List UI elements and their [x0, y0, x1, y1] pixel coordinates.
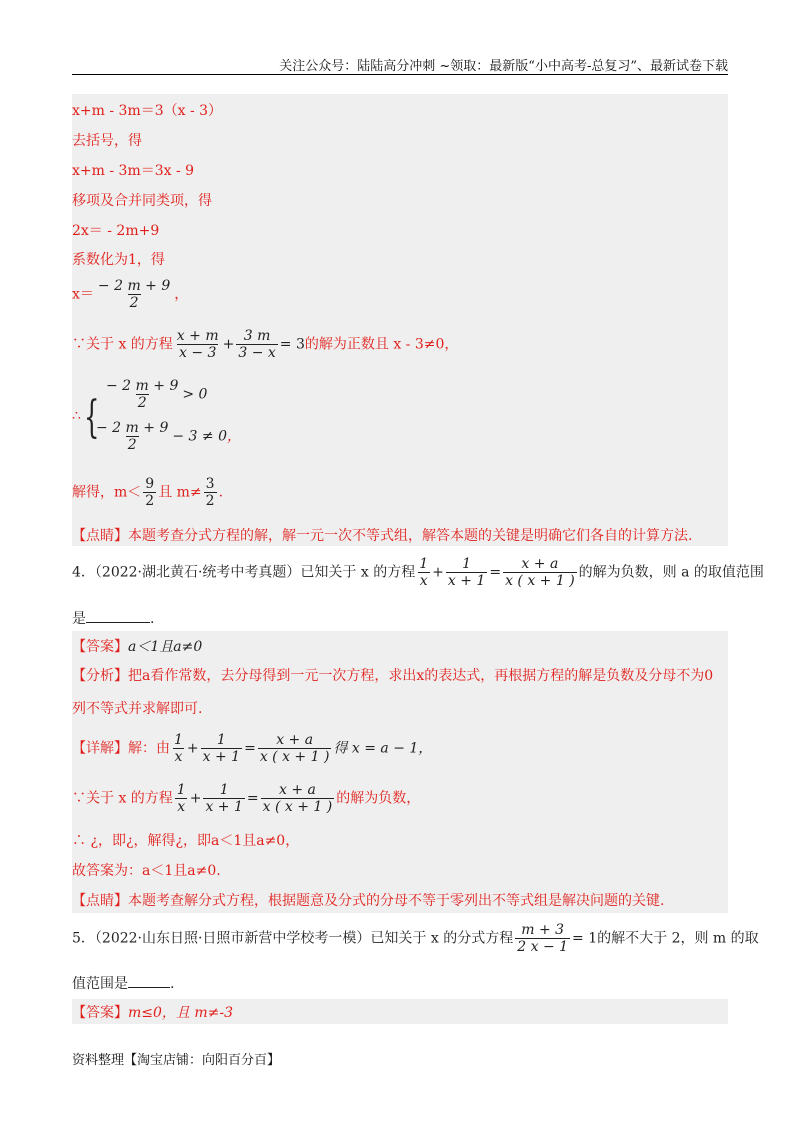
numerator: m + 3 — [521, 922, 565, 938]
text: 的解为正数且 x - 3≠0， — [304, 336, 459, 353]
denominator: 2 — [137, 395, 147, 412]
text: . — [218, 484, 224, 501]
analysis-text: 把a看作常数，去分母得到一元一次方程，求出x的表达式，再根据方程的解是负数及分母不为0 — [128, 668, 714, 684]
answer-blank[interactable] — [128, 987, 170, 988]
denominator: x + 1 — [205, 799, 243, 816]
comment-tag: 【点睛】 — [72, 893, 128, 909]
denominator: 2 — [127, 437, 137, 454]
numerator: x + a — [278, 782, 316, 798]
denominator: 2 — [129, 295, 139, 312]
denominator: x — [177, 799, 186, 816]
final-answer-line: 故答案为：a＜1且a≠0. — [72, 863, 221, 879]
brace-icon: { — [84, 392, 100, 443]
text: = 3 — [279, 336, 305, 353]
denominator: x ( x + 1 ) — [262, 799, 333, 816]
numerator: 1 — [174, 732, 183, 748]
numerator: x + m — [176, 328, 219, 344]
system-row — [92, 420, 241, 453]
fraction — [104, 378, 180, 411]
text: 且 m≠ — [158, 484, 202, 501]
denominator: x + 1 — [447, 573, 486, 590]
therefore-symbol: ∴ — [72, 408, 81, 424]
fraction — [175, 328, 221, 361]
operator: = — [244, 740, 256, 757]
solution-line-equation — [72, 328, 458, 361]
solution-line: 去括号，得 — [72, 133, 142, 149]
answer-text: m≤0，且 m≠-3 — [128, 1005, 234, 1021]
answer-tag: 【答案】 — [72, 1005, 128, 1021]
text: x＝ — [72, 286, 94, 303]
denominator: x − 3 — [178, 345, 217, 362]
answer-line — [72, 1002, 233, 1022]
comment-line — [72, 525, 692, 545]
text: 值范围是 — [72, 976, 128, 992]
numerator: 1 — [419, 556, 429, 572]
numerator: − 2 m + 9 — [97, 278, 171, 294]
text: 的解为负数， — [336, 790, 421, 807]
denominator: x — [419, 573, 428, 590]
text: ， — [174, 286, 189, 303]
comment-text: 本题考查分式方程的解，解一元一次不等式组，解答本题的关键是明确它们各自的计算方法. — [128, 528, 693, 544]
text: 的解为负数，则 a 的取值范围 — [578, 564, 764, 581]
denominator: 2 x − 1 — [517, 939, 569, 956]
denominator: x + 1 — [202, 749, 241, 766]
text: ∵关于 x 的方程 — [72, 336, 173, 353]
numerator: 3 m — [243, 328, 271, 344]
therefore-line: ∴ ¿，即¿，解得¿，即a＜1且a≠0， — [72, 833, 300, 849]
text: 解得，m＜ — [72, 484, 142, 501]
text: = 1的解不大于 2，则 m 的取 — [572, 930, 759, 947]
text: 得 x = a − 1， — [333, 740, 433, 757]
denominator: x ( x + 1 ) — [505, 573, 575, 590]
analysis-line — [72, 665, 713, 685]
fraction — [515, 922, 570, 955]
fraction — [503, 556, 577, 589]
fraction — [258, 732, 332, 765]
text: 5．（2022·山东日照·日照市新营中学校考一模）已知关于 x 的分式方程 — [72, 930, 514, 947]
fraction — [236, 328, 277, 361]
solution-line-result — [72, 476, 223, 509]
fraction — [261, 782, 335, 815]
operator: + — [189, 790, 202, 807]
fraction — [172, 732, 185, 765]
because-line — [72, 782, 420, 815]
page-header: 关注公众号：陆陆高分冲刺 ~领取：最新版“小中高考-总复习”、最新试卷下载 — [279, 59, 728, 74]
answer-text: a＜1且a≠0 — [128, 639, 203, 655]
header-rule — [72, 74, 728, 75]
system-row — [102, 378, 207, 411]
fraction — [417, 556, 430, 589]
fraction — [96, 278, 172, 311]
fraction — [204, 476, 217, 509]
text: − 3 ≠ 0 — [172, 428, 227, 445]
numerator: 1 — [176, 782, 186, 798]
question-5-stem-line2 — [72, 973, 174, 993]
solution-line: 系数化为1，得 — [72, 252, 165, 268]
detail-tag: 【详解】 — [72, 740, 128, 757]
analysis-tag: 【分析】 — [72, 668, 128, 684]
numerator: 1 — [462, 556, 472, 572]
text: . — [150, 611, 155, 627]
denominator: x ( x + 1 ) — [259, 749, 330, 766]
comment-tag: 【点睛】 — [72, 528, 128, 544]
question-4-stem-line2 — [72, 608, 154, 628]
answer-blank[interactable] — [86, 622, 150, 623]
fraction — [175, 782, 188, 815]
solution-line: x+m - 3m＝3（x - 3） — [72, 103, 223, 119]
denominator: 3 − x — [238, 345, 276, 362]
solution-line-fraction — [72, 278, 188, 311]
operator: + — [432, 564, 444, 581]
denominator: 2 — [145, 493, 155, 510]
fraction — [94, 420, 170, 453]
text: > 0 — [182, 386, 208, 403]
text: 4．（2022·湖北黄石·统考中考真题）已知关于 x 的方程 — [72, 564, 416, 581]
comment-text: 本题考查解分式方程，根据题意及分式的分母不等于零列出不等式组是解决问题的关键. — [128, 893, 665, 909]
comment-line — [72, 890, 664, 910]
fraction — [446, 556, 487, 589]
answer-line — [72, 636, 202, 656]
numerator: − 2 m + 9 — [106, 378, 179, 394]
text: ， — [227, 428, 241, 445]
text: . — [170, 976, 175, 992]
text: 是 — [72, 611, 86, 627]
numerator: 1 — [219, 782, 229, 798]
solution-line: 移项及合并同类项，得 — [72, 193, 212, 209]
numerator: − 2 m + 9 — [96, 420, 169, 436]
detail-line — [72, 732, 432, 765]
text: 解：由 — [128, 740, 170, 757]
operator: = — [246, 790, 259, 807]
question-5-stem — [72, 922, 759, 955]
solution-line: 2x＝ - 2m+9 — [72, 223, 160, 239]
fraction — [203, 782, 244, 815]
numerator: x + a — [276, 732, 314, 748]
operator: + — [222, 336, 235, 353]
solution-line: x+m - 3m＝3x - 9 — [72, 163, 195, 179]
numerator: x + a — [521, 556, 559, 572]
denominator: 2 — [205, 493, 215, 510]
analysis-line: 列不等式并求解即可. — [72, 701, 203, 717]
fraction — [201, 732, 242, 765]
operator: + — [186, 740, 199, 757]
page-footer: 资料整理【淘宝店铺：向阳百分百】 — [72, 1053, 281, 1068]
text: ∵关于 x 的方程 — [72, 790, 173, 807]
numerator: 9 — [145, 476, 155, 492]
inequality-system — [72, 378, 372, 464]
operator: = — [489, 564, 502, 581]
question-4-stem — [72, 556, 764, 589]
denominator: x — [174, 749, 183, 766]
fraction — [143, 476, 156, 509]
answer-tag: 【答案】 — [72, 639, 128, 655]
numerator: 1 — [216, 732, 226, 748]
numerator: 3 — [205, 476, 215, 492]
